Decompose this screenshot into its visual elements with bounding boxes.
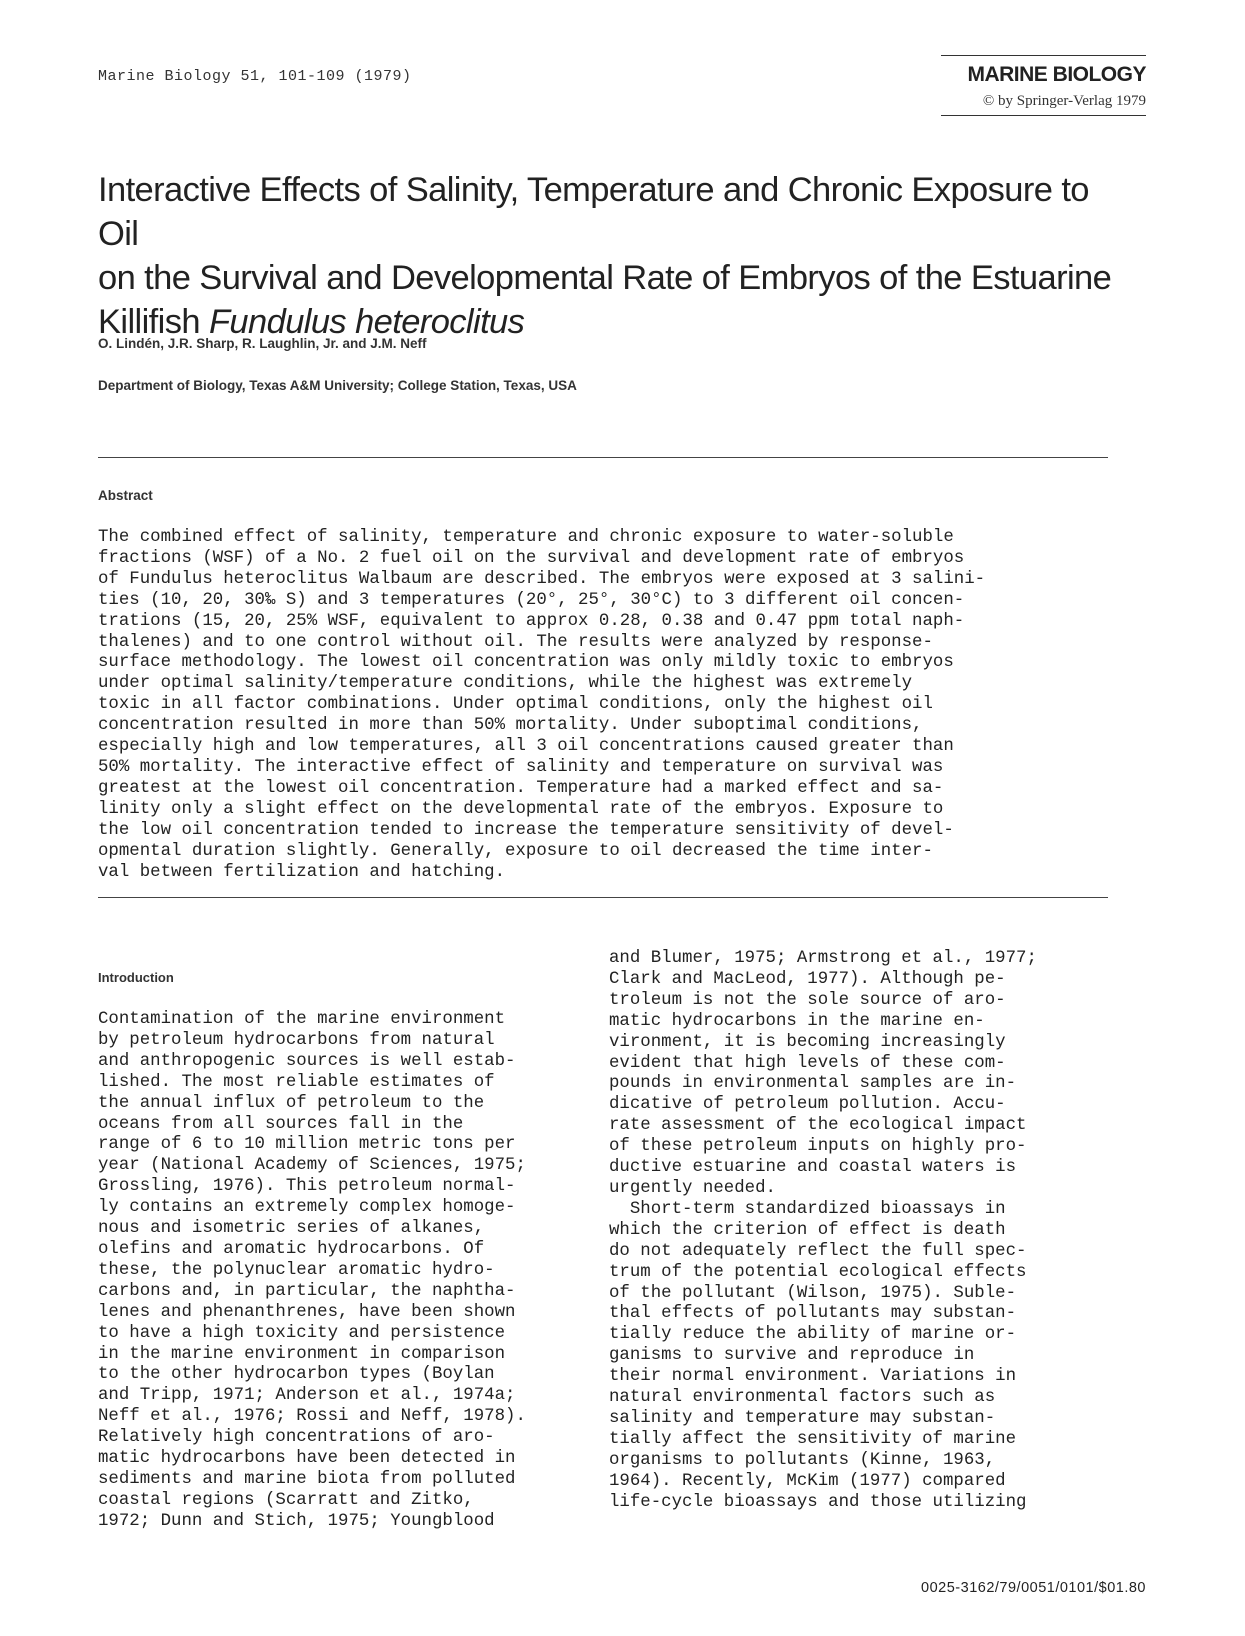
article-title (98, 168, 1138, 344)
abstract-bottom-rule (98, 897, 1108, 898)
introduction-left-column: Contamination of the marine environment by petroleum hydrocarbons from natural and anthropogenic sources is well estab- lished. The most reliable estimates of the annual influx of petroleum to the oceans from all sources fall in the range of 6 to 10 million metric tons per year (National Academy of Sciences, 1975; Grossling, 1976). This petroleum normal- ly contains an extremely complex homoge- nous and isometric series of alkanes, olefins and aromatic hydrocarbons. Of these, the polynuclear aromatic hydro- carbons and, in particular, the naphtha- lenes and phenanthrenes, have been shown to have a high toxicity and persistence in the marine environment in comparison to the other hydrocarbon types (Boylan and Tripp, 1971; Anderson et al., 1974a; Neff et al., 1976; Rossi and Neff, 1978). Relatively high concentrations of aro- matic hydrocarbons have been detected in sediments and marine biota from polluted coastal regions (Scarratt and Zitko, 1972; Dunn and Stich, 1975; Youngblood (98, 1010, 526, 1531)
journal-name: MARINE BIOLOGY (967, 63, 1146, 86)
journal-masthead (941, 55, 1146, 116)
author-affiliation: Department of Biology, Texas A&M University; College Station, Texas, USA (98, 378, 577, 393)
abstract-heading: Abstract (98, 488, 153, 503)
introduction-right-column: and Blumer, 1975; Armstrong et al., 1977; Clark and MacLeod, 1977). Although pe- troleum is not the sole source of aro- matic hydrocarbons in the marine en- vironment, it is becoming increasingly evident that high levels of these com- pounds in environmental samples are in- dicative of petroleum pollution. Accu- rate assessment of the ecological impact of these petroleum inputs on highly pro- ductive estuarine and coastal waters is urgently needed. Short-term standardized bioassays in which the criterion of effect is death do not adequately reflect the full spec- trum of the potential ecological effects of the pollutant (Wilson, 1975). Suble- thal effects of pollutants may substan- tially reduce the ability of marine or- ganisms to survive and reproduce in their normal environment. Variations in natural environmental factors such as salinity and temperature may substan- tially affect the sensitivity of marine organisms to pollutants (Kinne, 1963, 1964). Recently, McKim (1977) compared life-cycle bioassays and those utilizing (609, 949, 1037, 1512)
author-list: O. Lindén, J.R. Sharp, R. Laughlin, Jr. and J.M. Neff (98, 336, 427, 351)
title-line-3-prefix: Killifish (98, 303, 209, 341)
title-line-2: on the Survival and Developmental Rate of Embryos of the Estuarine (98, 259, 1112, 297)
issn-price-code: 0025-3162/79/0051/0101/$01.80 (921, 1580, 1146, 1596)
publisher-copyright: © by Springer-Verlag 1979 (982, 93, 1146, 109)
abstract-top-rule (98, 457, 1108, 458)
title-line-1: Interactive Effects of Salinity, Temperature and Chronic Exposure to Oil (98, 171, 1089, 253)
journal-citation: Marine Biology 51, 101-109 (1979) (98, 68, 412, 85)
abstract-body: The combined effect of salinity, temperature and chronic exposure to water-soluble fractions (WSF) of a No. 2 fuel oil on the survival and development rate of embryos of Fundulus heteroclitus Walbaum are described. The embryos were exposed at 3 salini- ties (10, 20, 30‰ S) and 3 temperatures (20°, 25°, 30°C) to 3 different oil concen- trations (15, 20, 25% WSF, equivalent to approx 0.28, 0.38 and 0.47 ppm total naph- thalenes) and to one control without oil. The results were analyzed by response- surface methodology. The lowest oil concentration was only mildly toxic to embryos under optimal salinity/temperature conditions, while the highest was extremely toxic in all factor combinations. Under optimal conditions, only the highest oil concentration resulted in more than 50% mortality. Under suboptimal conditions, especially high and low temperatures, all 3 oil concentrations caused greater than 50% mortality. The interactive effect of salinity and temperature on survival was greatest at the lowest oil concentration. Temperature had a marked effect and sa- linity only a slight effect on the developmental rate of the embryos. Exposure to the low oil concentration tended to increase the temperature sensitivity of devel- opmental duration slightly. Generally, exposure to oil decreased the time inter- val between fertilization and hatching. (98, 528, 986, 882)
introduction-heading: Introduction (98, 970, 174, 985)
title-species-name: Fundulus heteroclitus (208, 303, 525, 341)
